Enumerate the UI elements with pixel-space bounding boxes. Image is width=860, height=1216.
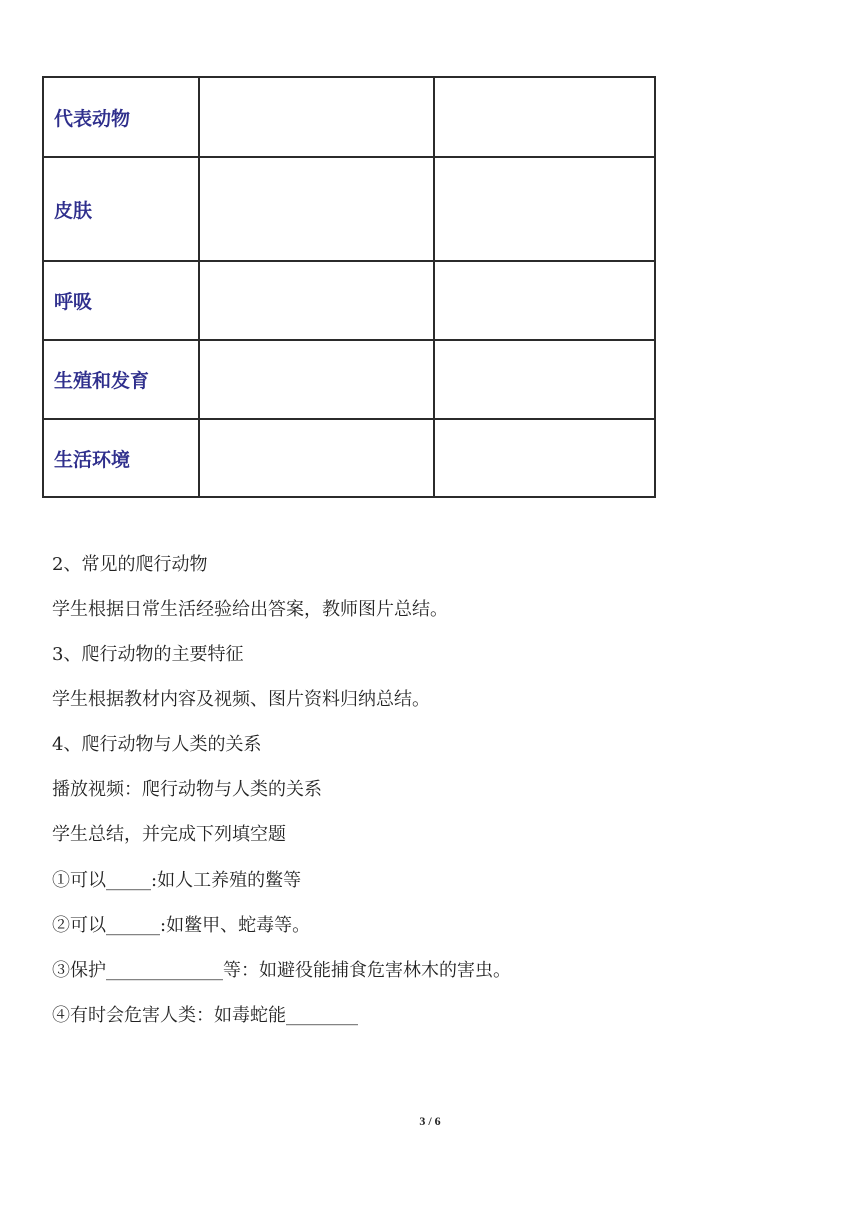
section-3-heading: 3、爬行动物的主要特征 <box>52 644 244 665</box>
table-cell <box>199 157 434 261</box>
table-row <box>43 157 655 261</box>
table-cell <box>434 261 655 340</box>
section-4-task: 学生总结，并完成下列填空题 <box>52 824 286 845</box>
fill-blank-item-3: ③保护_____________等：如避役能捕食危害林木的害虫。 <box>52 960 511 981</box>
table-cell <box>199 419 434 497</box>
comparison-table <box>42 76 656 498</box>
section-3-text: 学生根据教材内容及视频、图片资料归纳总结。 <box>52 689 430 710</box>
table-cell <box>434 340 655 419</box>
table-cell <box>199 340 434 419</box>
section-2-text: 学生根据日常生活经验给出答案，教师图片总结。 <box>52 599 448 620</box>
table-row <box>43 77 655 157</box>
table-cell <box>434 419 655 497</box>
table-cell <box>199 77 434 157</box>
row-label: 代表动物 <box>43 77 199 157</box>
table-cell <box>434 77 655 157</box>
section-2-heading: 2、常见的爬行动物 <box>52 554 208 575</box>
row-label: 皮肤 <box>43 157 199 261</box>
row-label: 呼吸 <box>43 261 199 340</box>
table-row <box>43 340 655 419</box>
table-row <box>43 261 655 340</box>
table-cell <box>434 157 655 261</box>
page-number: 3 / 6 <box>419 1114 441 1128</box>
table-cell <box>199 261 434 340</box>
section-4-heading: 4、爬行动物与人类的关系 <box>52 734 262 755</box>
table-row <box>43 419 655 497</box>
fill-blank-item-1: ①可以_____:如人工养殖的鳖等 <box>52 870 302 891</box>
row-label: 生殖和发育 <box>43 340 199 419</box>
fill-blank-item-4: ④有时会危害人类：如毒蛇能________ <box>52 1005 358 1026</box>
fill-blank-item-2: ②可以______:如鳖甲、蛇毒等。 <box>52 915 311 936</box>
section-4-video: 播放视频：爬行动物与人类的关系 <box>52 779 322 800</box>
row-label: 生活环境 <box>43 419 199 497</box>
